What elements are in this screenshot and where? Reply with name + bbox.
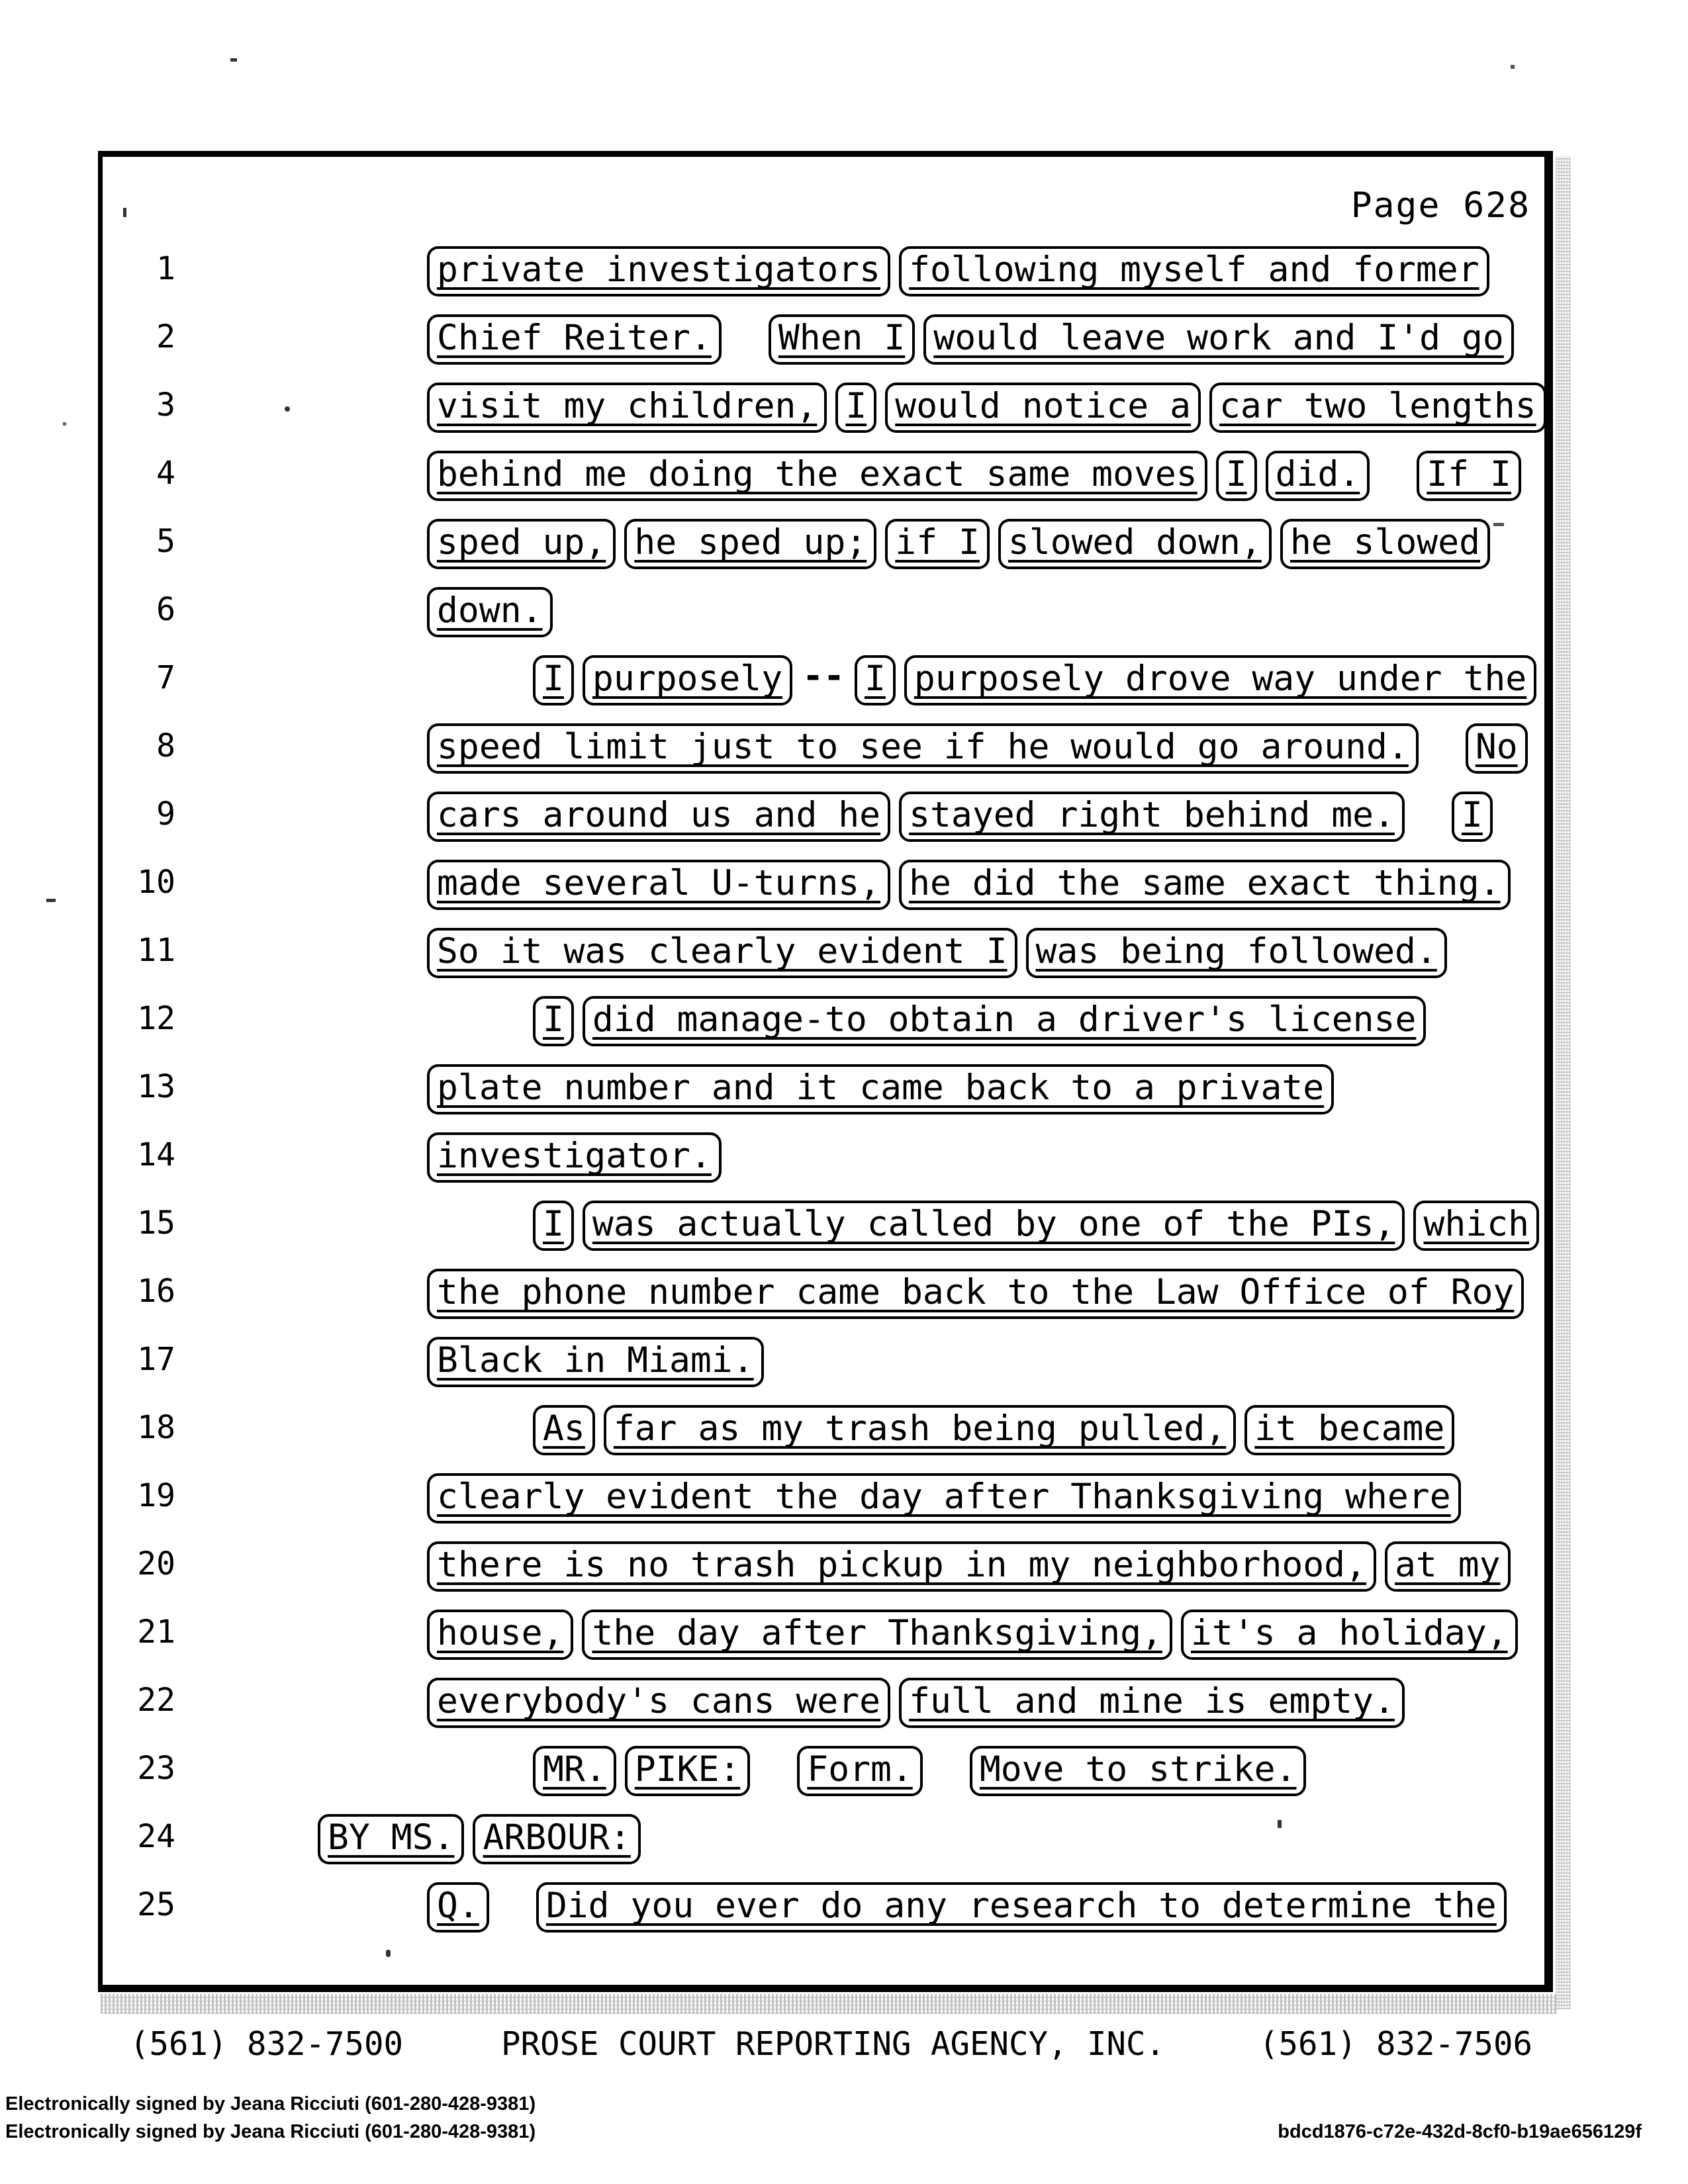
transcript-line <box>0 860 1688 921</box>
transcript-phrase <box>427 314 722 365</box>
phrase-text: the day after Thanksgiving, <box>592 1613 1162 1653</box>
phrase-text: private investigators <box>437 250 881 290</box>
transcript-phrase <box>1209 383 1546 433</box>
transcript-phrase <box>533 1746 616 1796</box>
line-number: 14 <box>137 1136 175 1173</box>
phrase-text: Chief Reiter. <box>437 318 712 358</box>
electronic-signature-line-1: Electronically signed by Jeana Ricciuti (601-280-428-9381) <box>5 2093 536 2115</box>
phrase-text: he sped up; <box>634 522 867 563</box>
document-id: bdcd1876-c72e-432d-8cf0-b19ae656129f <box>1278 2121 1642 2142</box>
phrase-text: it's a holiday, <box>1191 1613 1508 1653</box>
transcript-phrase <box>899 246 1489 296</box>
transcript-phrase <box>427 451 1207 501</box>
transcript-phrase <box>427 860 890 910</box>
phrase-text: made several U-turns, <box>437 863 881 903</box>
phrase-text: I <box>543 659 564 699</box>
line-number: 13 <box>137 1068 175 1105</box>
transcript-phrase <box>1417 451 1521 501</box>
line-number: 15 <box>137 1205 175 1242</box>
transcript-phrase <box>427 1269 1524 1319</box>
transcript-phrase <box>583 1201 1405 1251</box>
line-number: 12 <box>137 1000 175 1037</box>
transcript-phrase <box>899 792 1405 842</box>
phrase-text: Move to strike. <box>979 1749 1297 1790</box>
phrase-text: visit my children, <box>437 386 818 426</box>
transcript-phrase <box>427 1473 1461 1524</box>
transcript-phrase <box>427 587 553 637</box>
transcript-phrase <box>998 519 1272 569</box>
transcript-line <box>0 1814 1688 1875</box>
line-segments <box>427 1269 1532 1319</box>
phrase-text: MR. <box>543 1749 606 1790</box>
transcript-line <box>0 1269 1688 1330</box>
phrase-text: Form. <box>807 1749 913 1790</box>
scan-speck <box>123 208 126 217</box>
scan-speck <box>63 422 66 426</box>
transcript-line <box>0 1678 1688 1739</box>
transcript-phrase <box>427 1882 489 1933</box>
transcript-phrase <box>427 1678 890 1728</box>
scan-speck <box>1278 1820 1282 1828</box>
line-number: 16 <box>137 1273 175 1310</box>
transcript-phrase <box>583 996 1426 1046</box>
line-number: 18 <box>137 1409 175 1446</box>
line-segments <box>427 451 1530 501</box>
transcript-line <box>0 1337 1688 1398</box>
phrase-text: I <box>543 999 564 1040</box>
line-segments <box>533 1405 1463 1455</box>
phrase-text: if I <box>895 522 980 563</box>
line-number: 22 <box>137 1682 175 1719</box>
line-segments <box>533 996 1434 1046</box>
phrase-text: I <box>845 386 867 426</box>
phrase-text: was being followed. <box>1035 931 1437 972</box>
transcript-phrase <box>1181 1610 1518 1660</box>
transcript-phrase <box>533 1405 595 1455</box>
phrase-text: When I <box>778 318 906 358</box>
transcript-phrase <box>624 519 876 569</box>
transcript-line <box>0 655 1688 716</box>
line-number: 4 <box>156 455 175 492</box>
phrase-text: Black in Miami. <box>437 1340 754 1381</box>
transcript-phrase <box>904 655 1536 705</box>
line-number: 5 <box>156 523 175 560</box>
transcript-phrase <box>427 519 616 569</box>
transcript-phrase <box>1385 1541 1511 1592</box>
line-segments <box>427 1473 1470 1524</box>
phrase-text: which <box>1423 1204 1529 1244</box>
phrase-text: -- <box>802 656 845 696</box>
transcript-line <box>0 792 1688 852</box>
page-number-label: Page 628 <box>1350 185 1530 226</box>
line-number: 7 <box>156 659 175 696</box>
transcript-line <box>0 1541 1688 1602</box>
footer-phone-right: (561) 832-7506 <box>1259 2025 1533 2063</box>
line-segments <box>427 1132 730 1183</box>
line-segments <box>533 1201 1548 1251</box>
transcript-phrase <box>899 1678 1405 1728</box>
line-segments <box>533 1746 1315 1796</box>
transcript-phrase <box>1244 1405 1454 1455</box>
transcript-phrase <box>885 383 1201 433</box>
line-segments <box>427 1610 1526 1660</box>
transcript-line <box>0 246 1688 307</box>
transcript-phrase <box>582 1610 1172 1660</box>
transcript-phrase <box>533 655 574 705</box>
transcript-phrase <box>1280 519 1490 569</box>
phrase-text: behind me doing the exact same moves <box>437 454 1197 494</box>
line-number: 19 <box>137 1477 175 1514</box>
line-segments <box>427 519 1499 569</box>
line-segments <box>427 587 561 637</box>
line-number: 24 <box>137 1818 175 1855</box>
scan-edge-artifact-bottom <box>101 1994 1557 2014</box>
phrase-text: it became <box>1254 1408 1445 1449</box>
line-number: 25 <box>137 1886 175 1923</box>
transcript-line <box>0 1882 1688 1943</box>
phrase-text: I <box>543 1204 564 1244</box>
transcript-phrase <box>899 860 1510 910</box>
footer-phone-left: (561) 832-7500 <box>130 2025 404 2063</box>
phrase-text: would notice a <box>895 386 1192 426</box>
phrase-text: far as my trash being pulled, <box>613 1408 1227 1449</box>
scan-speck <box>1511 65 1515 69</box>
transcript-line <box>0 1610 1688 1670</box>
transcript-phrase <box>1026 928 1447 978</box>
line-segments <box>427 383 1555 433</box>
line-number: 21 <box>137 1614 175 1651</box>
line-segments <box>427 928 1456 978</box>
transcript-line <box>0 314 1688 375</box>
transcript-line <box>0 1201 1688 1261</box>
transcript-phrase <box>427 1610 573 1660</box>
transcript-line <box>0 1064 1688 1125</box>
transcript-phrase <box>427 1132 722 1183</box>
electronic-signature-line-2: Electronically signed by Jeana Ricciuti (601-280-428-9381) <box>5 2121 536 2142</box>
transcript-line <box>0 928 1688 989</box>
scan-speck <box>285 406 290 412</box>
phrase-text: BY MS. <box>328 1817 455 1858</box>
scan-speck <box>1493 523 1504 526</box>
line-number: 11 <box>137 932 175 969</box>
line-segments <box>427 1882 1515 1933</box>
transcript-phrase <box>427 723 1419 774</box>
phrase-text: I <box>1225 454 1247 494</box>
transcript-phrase <box>318 1814 464 1864</box>
transcript-line <box>0 587 1688 648</box>
phrase-text: he slowed <box>1289 522 1481 563</box>
transcript-phrase <box>1216 451 1257 501</box>
phrase-text: did manage-to obtain a driver's license <box>592 999 1417 1040</box>
line-number: 23 <box>137 1750 175 1787</box>
phrase-text: ARBOUR: <box>483 1817 631 1858</box>
phrase-text: house, <box>437 1613 564 1653</box>
transcript-phrase <box>427 1541 1376 1592</box>
transcript-phrase <box>1452 792 1493 842</box>
scan-speck <box>386 1950 391 1957</box>
transcript-phrase <box>427 792 890 842</box>
transcript-phrase <box>885 519 990 569</box>
transcript-phrase <box>1266 451 1370 501</box>
transcript-phrase <box>427 246 890 296</box>
line-number: 17 <box>137 1341 175 1378</box>
line-segments <box>427 1064 1342 1115</box>
dash-separator <box>801 655 846 700</box>
transcript-phrase <box>533 1201 574 1251</box>
line-number: 9 <box>156 796 175 833</box>
line-number: 2 <box>156 318 175 355</box>
transcript-phrase <box>473 1814 640 1864</box>
phrase-text: everybody's cans were <box>437 1681 881 1721</box>
phrase-text: Did you ever do any research to determine the <box>545 1886 1497 1926</box>
transcript-line <box>0 723 1688 784</box>
phrase-text: plate number and it came back to a private <box>437 1068 1325 1108</box>
phrase-text: PIKE: <box>634 1749 741 1790</box>
phrase-text: cars around us and he <box>437 795 881 835</box>
phrase-text: stayed right behind me. <box>909 795 1395 835</box>
phrase-text: full and mine is empty. <box>909 1681 1395 1721</box>
phrase-text: clearly evident the day after Thanksgiving where <box>437 1477 1451 1517</box>
scan-speck <box>230 58 237 62</box>
line-number: 3 <box>156 387 175 424</box>
footer-agency-name: PROSE COURT REPORTING AGENCY, INC. <box>501 2025 1166 2063</box>
phrase-text: purposely <box>592 659 783 699</box>
transcript-phrase <box>835 383 876 433</box>
line-segments <box>427 246 1498 296</box>
transcript-line <box>0 383 1688 443</box>
transcript-phrase <box>970 1746 1307 1796</box>
phrase-text: he did the same exact thing. <box>909 863 1501 903</box>
scan-speck <box>46 899 56 902</box>
transcript-line <box>0 451 1688 512</box>
line-segments <box>533 655 1545 705</box>
phrase-text: the phone number came back to the Law Office of Roy <box>437 1272 1515 1312</box>
phrase-text: purposely drove way under the <box>914 659 1527 699</box>
line-number: 8 <box>156 727 175 764</box>
transcript-phrase <box>536 1882 1507 1933</box>
transcript-line <box>0 1405 1688 1466</box>
transcript-line <box>0 1132 1688 1193</box>
transcript-phrase <box>427 928 1017 978</box>
transcript-phrase <box>604 1405 1236 1455</box>
transcript-phrase <box>625 1746 751 1796</box>
line-segments <box>427 1337 773 1387</box>
transcript-phrase <box>427 383 827 433</box>
transcript-line <box>0 519 1688 580</box>
phrase-text: As <box>543 1408 585 1449</box>
phrase-text: was actually called by one of the PIs, <box>592 1204 1395 1244</box>
line-segments <box>427 860 1519 910</box>
phrase-text: slowed down, <box>1008 522 1262 563</box>
phrase-text: down. <box>437 590 543 631</box>
phrase-text: there is no trash pickup in my neighborhood, <box>437 1545 1366 1585</box>
phrase-text: following myself and former <box>909 250 1479 290</box>
phrase-text: speed limit just to see if he would go around. <box>437 727 1409 767</box>
phrase-text: investigator. <box>437 1136 712 1176</box>
line-segments <box>427 1541 1519 1592</box>
line-segments <box>427 723 1536 774</box>
phrase-text: at my <box>1394 1545 1501 1585</box>
transcript-phrase <box>797 1746 923 1796</box>
transcript-phrase <box>533 996 574 1046</box>
phrase-text: would leave work and I'd go <box>933 318 1504 358</box>
line-number: 20 <box>137 1545 175 1582</box>
transcript-line <box>0 1473 1688 1534</box>
transcript-phrase <box>1466 723 1528 774</box>
phrase-text: did. <box>1275 454 1360 494</box>
line-segments <box>318 1814 649 1864</box>
phrase-text: car two lengths <box>1219 386 1536 426</box>
transcript-phrase <box>923 314 1514 365</box>
phrase-text: No <box>1475 727 1518 767</box>
transcript-phrase <box>769 314 915 365</box>
line-number: 1 <box>156 250 175 287</box>
transcript-phrase <box>855 655 896 705</box>
transcript-phrase <box>583 655 792 705</box>
transcript-line <box>0 1746 1688 1807</box>
phrase-text: So it was clearly evident I <box>437 931 1008 972</box>
phrase-text: I <box>864 659 886 699</box>
line-number: 10 <box>137 864 175 901</box>
transcript-phrase <box>1413 1201 1539 1251</box>
line-segments <box>427 792 1501 842</box>
phrase-text: If I <box>1427 454 1511 494</box>
line-number: 6 <box>156 591 175 628</box>
phrase-text: I <box>1462 795 1483 835</box>
transcript-line <box>0 996 1688 1057</box>
line-segments <box>427 1678 1413 1728</box>
phrase-text: Q. <box>437 1886 479 1926</box>
phrase-text: sped up, <box>437 522 606 563</box>
transcript-phrase <box>427 1064 1334 1115</box>
transcript-phrase <box>427 1337 764 1387</box>
line-segments <box>427 314 1523 365</box>
